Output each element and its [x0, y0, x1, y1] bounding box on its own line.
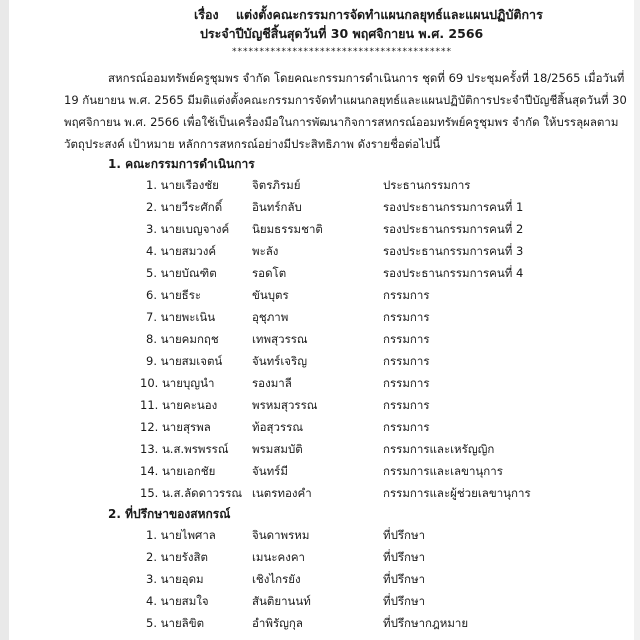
- member-name: 15. น.ส.ลัดดาวรรณ: [140, 486, 243, 500]
- member-row: [0, 244, 640, 266]
- member-surname: รองมาลี: [252, 376, 292, 390]
- member-row: [0, 398, 640, 420]
- member-name: 14. นายเอกชัย: [140, 464, 216, 478]
- member-position: รองประธานกรรมการคนที่ 1: [383, 200, 524, 214]
- member-surname: เมนะคงคา: [252, 550, 306, 564]
- member-name: 5. นายบัณฑิต: [146, 266, 217, 280]
- member-surname: อุชุภาพ: [252, 310, 289, 324]
- member-name: 3. นายเบญจางค์: [146, 222, 230, 236]
- member-surname: นิยมธรรมชาติ: [252, 222, 323, 236]
- member-position: กรรมการ: [383, 376, 430, 390]
- member-row: [0, 222, 640, 244]
- member-surname: จิตรภิรมย์: [252, 178, 301, 192]
- separator-stars: ****************************************: [232, 47, 452, 57]
- member-name: 9. นายสมเจตน์: [146, 354, 223, 368]
- member-position: กรรมการและเหรัญญิก: [383, 442, 495, 456]
- subject-label: เรื่อง: [194, 7, 219, 22]
- member-row: [0, 266, 640, 288]
- intro-line-4: วัตถุประสงค์ เป้าหมาย หลักการสหกรณ์อย่างมีประสิทธิภาพ ดังรายชื่อต่อไปนี้: [64, 137, 441, 151]
- member-position: ที่ปรึกษา: [383, 528, 426, 542]
- member-name: 2. นายรังสิต: [146, 550, 208, 564]
- member-name: 5. นายลิขิต: [146, 616, 205, 630]
- member-surname: จันทร์เจริญ: [252, 354, 308, 368]
- member-name: 1. นายไพศาล: [146, 528, 216, 542]
- member-position: รองประธานกรรมการคนที่ 3: [383, 244, 524, 258]
- member-name: 8. นายคมกฤช: [146, 332, 219, 346]
- subject-text: แต่งตั้งคณะกรรมการจัดทำแผนกลยุทธ์และแผนปฏิบัติการ: [236, 7, 543, 22]
- member-row: [0, 486, 640, 508]
- member-surname: ขันบุตร: [252, 288, 289, 302]
- section-2-title: 2. ที่ปรึกษาของสหกรณ์: [108, 507, 231, 521]
- member-row: [0, 550, 640, 572]
- member-surname: รอดโต: [252, 266, 287, 280]
- member-row: [0, 332, 640, 354]
- member-position: กรรมการและผู้ช่วยเลขานุการ: [383, 486, 531, 500]
- member-surname: จินดาพรหม: [252, 528, 310, 542]
- member-name: 4. นายสมวงค์: [146, 244, 217, 258]
- member-name: 4. นายสมใจ: [146, 594, 209, 608]
- member-surname: เทพสุวรรณ: [252, 332, 308, 346]
- intro-line-1: สหกรณ์ออมทรัพย์ครูชุมพร จำกัด โดยคณะกรรมการดำเนินการ ชุดที่ 69 ประชุมครั้งที่ 18/2565 เมื่อวันที่: [108, 71, 625, 85]
- member-position: กรรมการ: [383, 310, 430, 324]
- member-name: 12. นายสุรพล: [140, 420, 211, 434]
- member-position: กรรมการ: [383, 420, 430, 434]
- member-position: ที่ปรึกษา: [383, 572, 426, 586]
- member-surname: อำพิรัญกุล: [252, 616, 303, 630]
- member-row: [0, 572, 640, 594]
- member-position: ที่ปรึกษา: [383, 550, 426, 564]
- member-name: 6. นายธีระ: [146, 288, 202, 302]
- member-row: [0, 178, 640, 200]
- member-name: 11. นายคะนอง: [140, 398, 218, 412]
- member-name: 7. นายพะเนิน: [146, 310, 216, 324]
- member-surname: จันทร์มี: [252, 464, 288, 478]
- member-row: [0, 464, 640, 486]
- member-name: 2. นายวีระศักดิ์: [146, 200, 223, 214]
- member-surname: สันติยานนท์: [252, 594, 311, 608]
- member-surname: พรหมสุวรรณ: [252, 398, 318, 412]
- member-row: [0, 354, 640, 376]
- member-position: กรรมการ: [383, 398, 430, 412]
- member-row: [0, 288, 640, 310]
- member-name: 10. นายบุญนำ: [140, 376, 215, 390]
- member-surname: พรมสมบัติ: [252, 442, 303, 456]
- member-surname: อินทร์กลับ: [252, 200, 302, 214]
- member-row: [0, 200, 640, 222]
- member-row: [0, 310, 640, 332]
- member-position: ที่ปรึกษา: [383, 594, 426, 608]
- member-position: ที่ปรึกษากฎหมาย: [383, 616, 469, 630]
- member-row: [0, 616, 640, 638]
- member-position: กรรมการ: [383, 354, 430, 368]
- member-surname: ท้อสุวรรณ: [252, 420, 303, 434]
- section-1-title: 1. คณะกรรมการดำเนินการ: [108, 157, 255, 171]
- member-position: กรรมการ: [383, 288, 430, 302]
- intro-line-3: พฤศจิกายน พ.ศ. 2566 เพื่อใช้เป็นเครื่องมือในการพัฒนากิจการสหกรณ์ออมทรัพย์ครูชุมพร จำกัด ให้บรรลุผลตาม: [64, 115, 619, 129]
- member-position: รองประธานกรรมการคนที่ 2: [383, 222, 524, 236]
- document-subtitle: ประจำปีบัญชีสิ้นสุดวันที่ 30 พฤศจิกายน พ.ศ. 2566: [200, 26, 484, 41]
- member-position: กรรมการและเลขานุการ: [383, 464, 503, 478]
- member-row: [0, 442, 640, 464]
- member-position: ประธานกรรมการ: [383, 178, 471, 192]
- member-name: 1. นายเรืองชัย: [146, 178, 219, 192]
- member-position: กรรมการ: [383, 332, 430, 346]
- member-name: 13. น.ส.พรพรรณ์: [140, 442, 229, 456]
- member-position: รองประธานกรรมการคนที่ 4: [383, 266, 524, 280]
- member-row: [0, 528, 640, 550]
- member-row: [0, 420, 640, 442]
- member-row: [0, 376, 640, 398]
- member-surname: เชิงไกรยัง: [252, 572, 301, 586]
- intro-line-2: 19 กันยายน พ.ศ. 2565 มีมติแต่งตั้งคณะกรรมการจัดทำแผนกลยุทธ์และแผนปฏิบัติการประจำปีบัญชีสิ้นสุดวันที่ 30: [64, 93, 627, 107]
- member-surname: เนตรทองคำ: [252, 486, 312, 500]
- member-surname: พะลัง: [252, 244, 279, 258]
- member-row: [0, 594, 640, 616]
- member-name: 3. นายอุดม: [146, 572, 204, 586]
